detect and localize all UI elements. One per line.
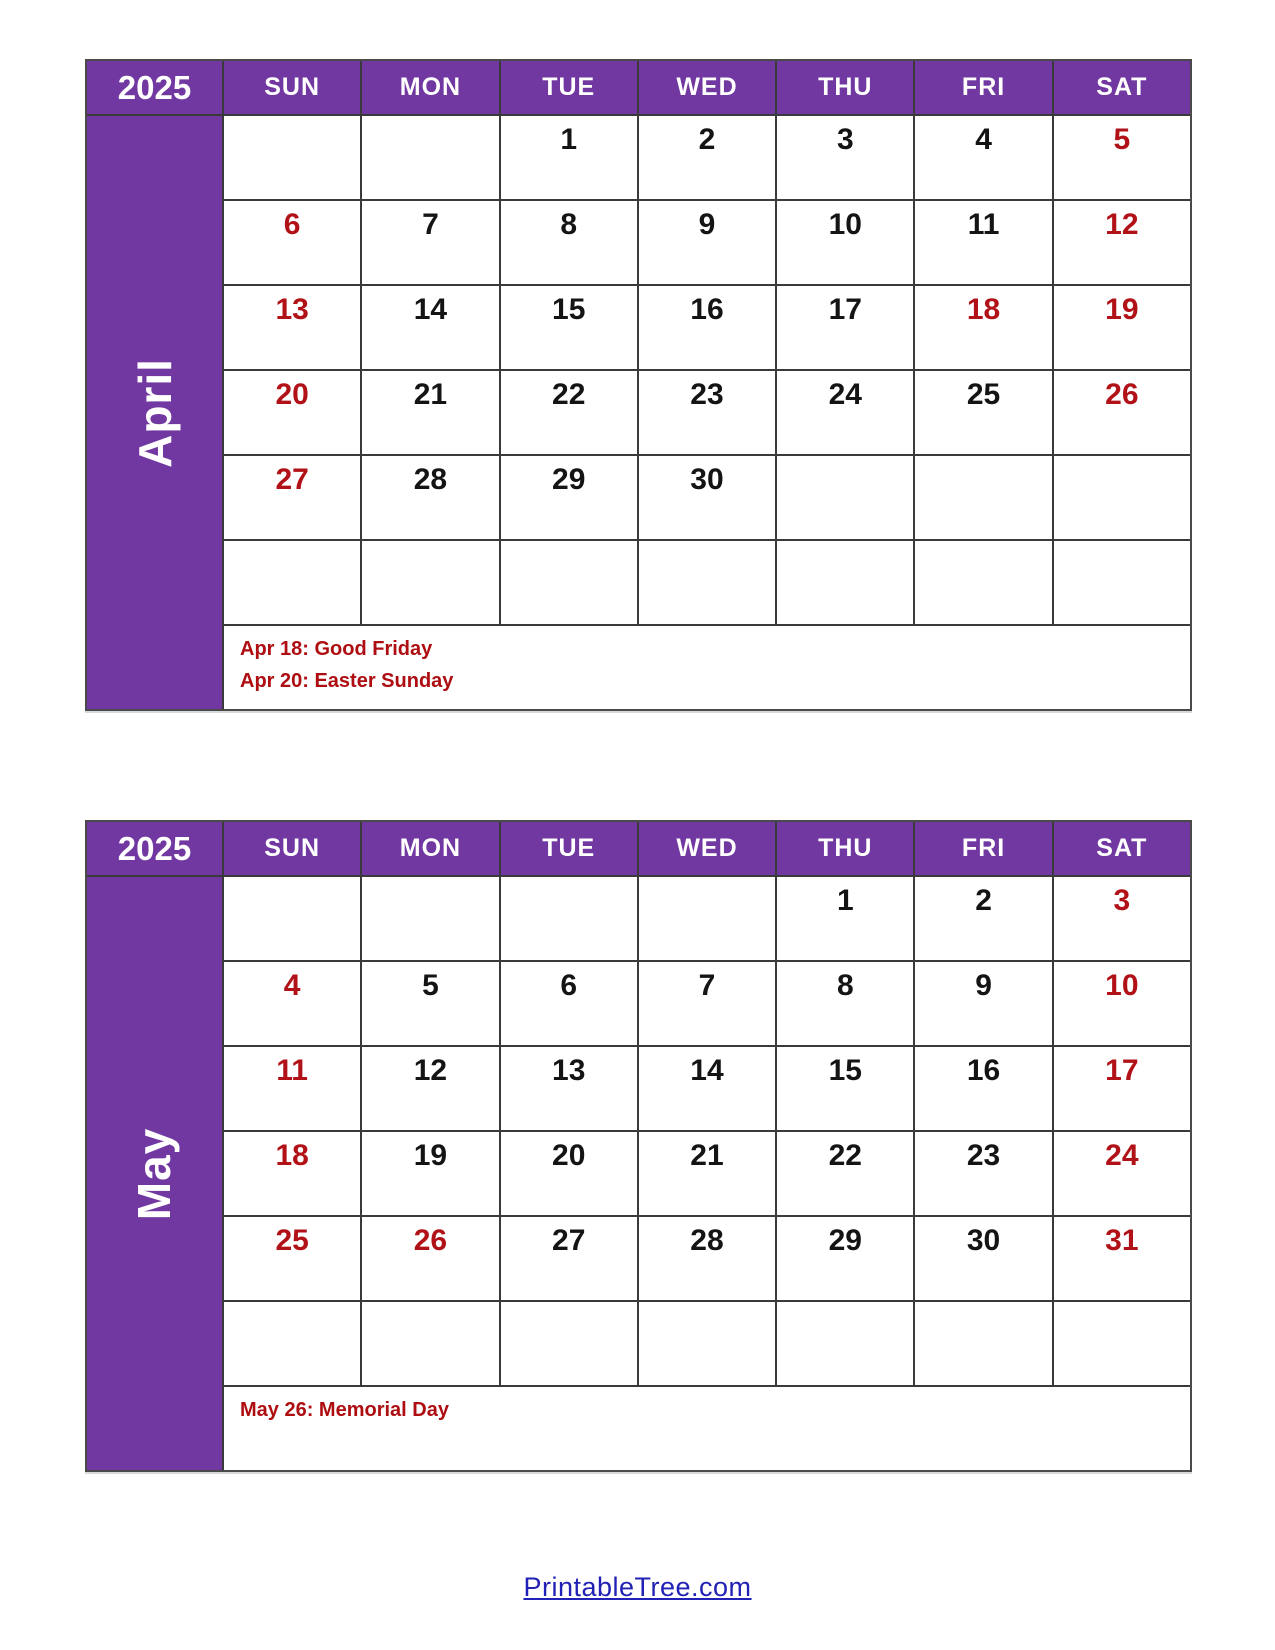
- weekday-header-fri: FRI: [915, 61, 1051, 114]
- empty-day-cell: [1054, 456, 1190, 539]
- holiday-note: Apr 20: Easter Sunday: [240, 670, 454, 692]
- may-day-23: 23: [915, 1132, 1051, 1215]
- may-day-14: 14: [639, 1047, 775, 1130]
- april-day-1: 1: [501, 116, 637, 199]
- weekday-header-wed: WED: [639, 61, 775, 114]
- may-day-30: 30: [915, 1217, 1051, 1300]
- april-day-23: 23: [639, 371, 775, 454]
- may-day-4: 4: [224, 962, 360, 1045]
- may-day-26: 26: [362, 1217, 498, 1300]
- april-day-16: 16: [639, 286, 775, 369]
- may-calendar: [85, 820, 1192, 1472]
- april-day-7: 7: [362, 201, 498, 284]
- may-day-15: 15: [777, 1047, 913, 1130]
- may-day-18: 18: [224, 1132, 360, 1215]
- holiday-notes: [224, 626, 1190, 709]
- may-day-7: 7: [639, 962, 775, 1045]
- empty-day-cell: [501, 877, 637, 960]
- weekday-header-sun: SUN: [224, 822, 360, 875]
- may-day-8: 8: [777, 962, 913, 1045]
- april-day-17: 17: [777, 286, 913, 369]
- may-day-11: 11: [224, 1047, 360, 1130]
- april-day-25: 25: [915, 371, 1051, 454]
- month-name: April: [128, 357, 181, 468]
- holiday-note: May 26: Memorial Day: [240, 1399, 449, 1421]
- april-day-24: 24: [777, 371, 913, 454]
- empty-day-cell: [639, 541, 775, 624]
- may-day-27: 27: [501, 1217, 637, 1300]
- april-day-15: 15: [501, 286, 637, 369]
- april-calendar: [85, 59, 1192, 711]
- empty-day-cell: [362, 877, 498, 960]
- may-day-17: 17: [1054, 1047, 1190, 1130]
- april-day-21: 21: [362, 371, 498, 454]
- empty-day-cell: [1054, 1302, 1190, 1385]
- april-day-26: 26: [1054, 371, 1190, 454]
- year-label: 2025: [87, 61, 222, 114]
- may-day-1: 1: [777, 877, 913, 960]
- weekday-header-sat: SAT: [1054, 822, 1190, 875]
- year-label: 2025: [87, 822, 222, 875]
- empty-day-cell: [224, 541, 360, 624]
- may-day-6: 6: [501, 962, 637, 1045]
- weekday-header-fri: FRI: [915, 822, 1051, 875]
- holiday-note: Apr 18: Good Friday: [240, 638, 433, 660]
- printabletree-link[interactable]: PrintableTree.com: [523, 1572, 752, 1602]
- empty-day-cell: [777, 541, 913, 624]
- may-day-24: 24: [1054, 1132, 1190, 1215]
- empty-day-cell: [224, 1302, 360, 1385]
- weekday-header-wed: WED: [639, 822, 775, 875]
- may-day-28: 28: [639, 1217, 775, 1300]
- may-day-5: 5: [362, 962, 498, 1045]
- empty-day-cell: [362, 116, 498, 199]
- weekday-header-tue: TUE: [501, 61, 637, 114]
- empty-day-cell: [915, 456, 1051, 539]
- weekday-header-tue: TUE: [501, 822, 637, 875]
- may-day-19: 19: [362, 1132, 498, 1215]
- april-day-29: 29: [501, 456, 637, 539]
- may-day-3: 3: [1054, 877, 1190, 960]
- may-day-2: 2: [915, 877, 1051, 960]
- empty-day-cell: [1054, 541, 1190, 624]
- april-day-13: 13: [224, 286, 360, 369]
- month-sidebar: [87, 877, 222, 1470]
- april-day-4: 4: [915, 116, 1051, 199]
- empty-day-cell: [915, 541, 1051, 624]
- april-day-9: 9: [639, 201, 775, 284]
- empty-day-cell: [639, 1302, 775, 1385]
- april-day-6: 6: [224, 201, 360, 284]
- empty-day-cell: [362, 541, 498, 624]
- april-day-10: 10: [777, 201, 913, 284]
- april-day-20: 20: [224, 371, 360, 454]
- may-day-20: 20: [501, 1132, 637, 1215]
- footer: [0, 1572, 1275, 1603]
- empty-day-cell: [777, 456, 913, 539]
- may-day-31: 31: [1054, 1217, 1190, 1300]
- empty-day-cell: [777, 1302, 913, 1385]
- empty-day-cell: [362, 1302, 498, 1385]
- may-day-21: 21: [639, 1132, 775, 1215]
- may-day-16: 16: [915, 1047, 1051, 1130]
- weekday-header-mon: MON: [362, 822, 498, 875]
- april-day-5: 5: [1054, 116, 1190, 199]
- weekday-header-sat: SAT: [1054, 61, 1190, 114]
- may-day-10: 10: [1054, 962, 1190, 1045]
- holiday-notes: [224, 1387, 1190, 1470]
- april-day-11: 11: [915, 201, 1051, 284]
- april-day-8: 8: [501, 201, 637, 284]
- may-day-13: 13: [501, 1047, 637, 1130]
- weekday-header-sun: SUN: [224, 61, 360, 114]
- may-day-12: 12: [362, 1047, 498, 1130]
- empty-day-cell: [224, 116, 360, 199]
- april-day-3: 3: [777, 116, 913, 199]
- april-day-14: 14: [362, 286, 498, 369]
- month-name: May: [128, 1127, 181, 1220]
- april-day-30: 30: [639, 456, 775, 539]
- april-day-22: 22: [501, 371, 637, 454]
- empty-day-cell: [915, 1302, 1051, 1385]
- weekday-header-mon: MON: [362, 61, 498, 114]
- april-day-2: 2: [639, 116, 775, 199]
- empty-day-cell: [639, 877, 775, 960]
- april-day-28: 28: [362, 456, 498, 539]
- may-day-22: 22: [777, 1132, 913, 1215]
- may-day-29: 29: [777, 1217, 913, 1300]
- empty-day-cell: [501, 541, 637, 624]
- empty-day-cell: [224, 877, 360, 960]
- weekday-header-thu: THU: [777, 61, 913, 114]
- april-day-12: 12: [1054, 201, 1190, 284]
- april-day-19: 19: [1054, 286, 1190, 369]
- may-day-25: 25: [224, 1217, 360, 1300]
- may-day-9: 9: [915, 962, 1051, 1045]
- april-day-27: 27: [224, 456, 360, 539]
- weekday-header-thu: THU: [777, 822, 913, 875]
- month-sidebar: [87, 116, 222, 709]
- empty-day-cell: [501, 1302, 637, 1385]
- april-day-18: 18: [915, 286, 1051, 369]
